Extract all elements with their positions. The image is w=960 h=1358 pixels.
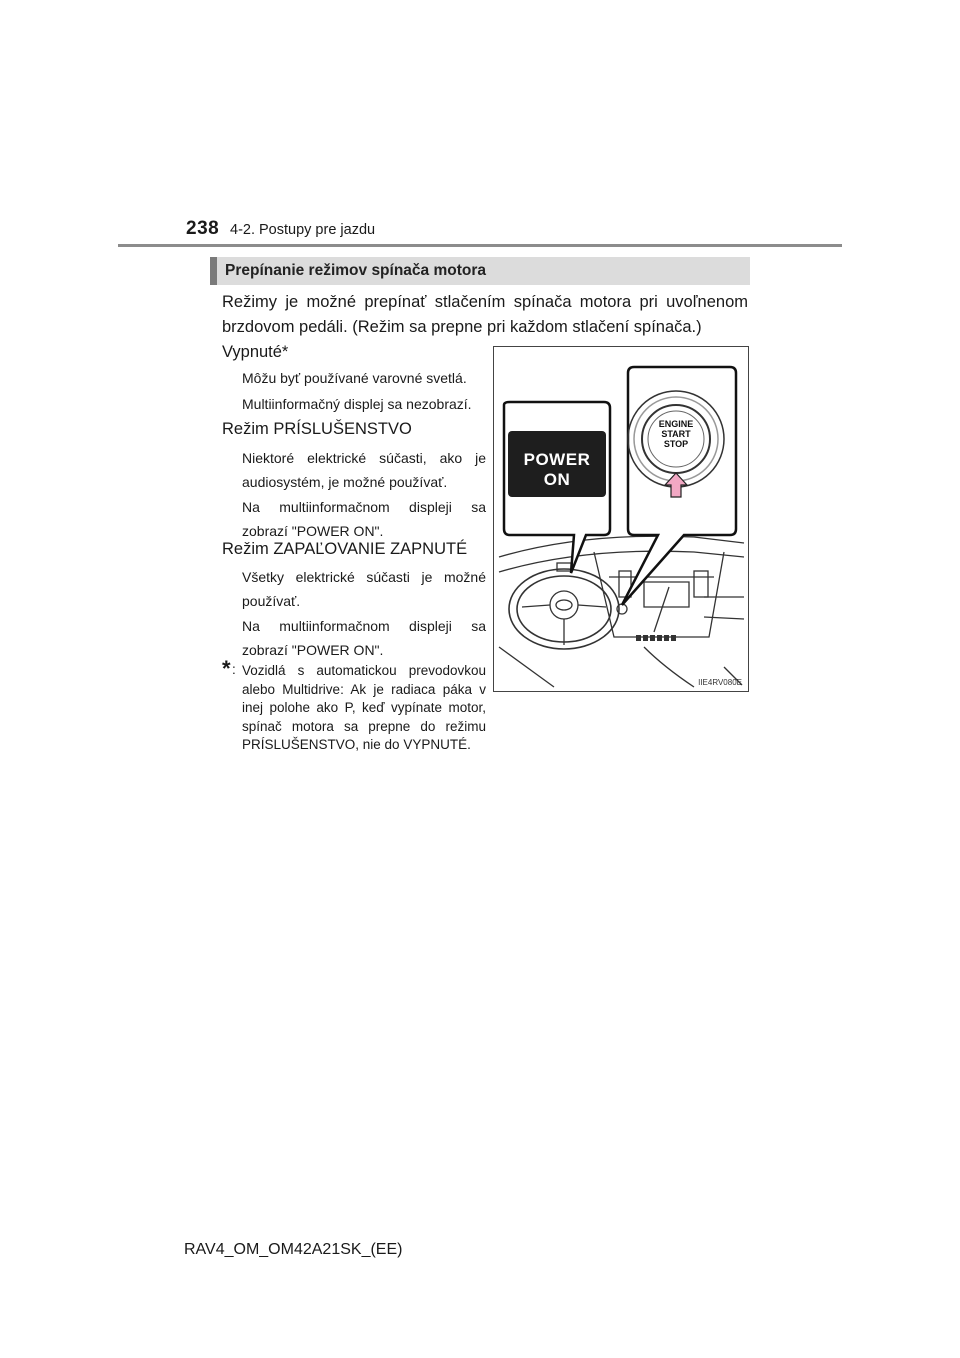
mode-title-off: Vypnuté* <box>222 343 289 361</box>
button-label-line-3: STOP <box>663 439 689 449</box>
intro-paragraph: Režimy je možné prepínať stlačením spínača motora pri uvoľnenom brzdovom pedáli. (Režim sa prepne pri každom stlačení spínača.) <box>222 293 748 336</box>
section-title: Prepínanie režimov spínača motora <box>225 262 487 279</box>
mode-accessory-line-2: Na multiinformačnom displeji sa zobrazí "POWER ON". <box>242 499 486 539</box>
footnote-mark: * <box>222 656 231 681</box>
section-title-bar <box>210 257 750 285</box>
mode-accessory-line-1: Niektoré elektrické súčasti, ako je audiosystém, je možné používať. <box>242 450 486 490</box>
footnote-colon: : <box>232 662 236 677</box>
button-label-line-2: START <box>661 429 691 439</box>
engine-start-stop-label <box>646 419 706 449</box>
mode-ignition-line-1: Všetky elektrické súčasti je možné používať. <box>242 569 486 609</box>
header-divider <box>118 244 842 247</box>
figure-code: IIE4RV080E <box>698 678 742 687</box>
mode-off-line-1: Môžu byť používané varovné svetlá. <box>242 370 467 386</box>
mode-title-ignition: Režim ZAPAĽOVANIE ZAPNUTÉ <box>222 540 468 558</box>
mode-ignition-line-2: Na multiinformačnom displeji sa zobrazí "POWER ON". <box>242 618 486 658</box>
dashboard-figure <box>493 346 749 692</box>
power-on-display-text: POWER ON <box>523 450 591 489</box>
title-accent <box>210 257 217 285</box>
section-breadcrumb: 4-2. Postupy pre jazdu <box>230 222 376 238</box>
mode-off-line-2: Multiinformačný displej sa nezobrazí. <box>242 396 472 412</box>
mode-title-accessory: Režim PRÍSLUŠENSTVO <box>222 420 412 438</box>
page-number: 238 <box>186 218 220 239</box>
dashboard-illustration <box>494 347 749 692</box>
button-label-line-1: ENGINE <box>658 419 694 429</box>
footer-doc-code: RAV4_OM_OM42A21SK_(EE) <box>184 1241 403 1258</box>
footnote-text: Vozidlá s automatickou prevodovkou alebo Multidrive: Ak je radiaca páka v inej polohe ako P, keď vypínate motor, spínač motora sa prepne do režimu PRÍSLUŠENSTVO, nie do VYPNUTÉ. <box>242 663 486 753</box>
